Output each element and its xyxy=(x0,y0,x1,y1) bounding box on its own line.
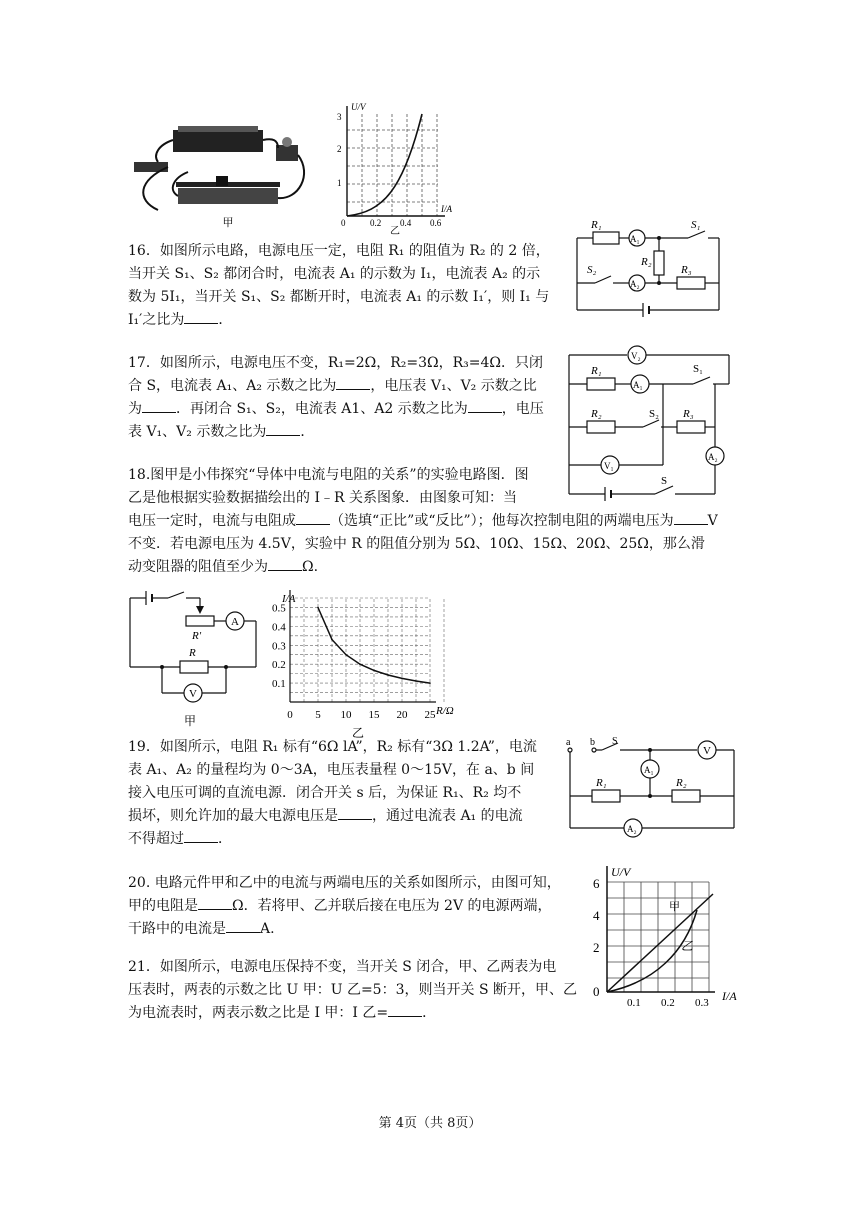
answer-blank[interactable] xyxy=(674,510,708,525)
data-point xyxy=(415,680,417,682)
graph-y-tick: 2 xyxy=(337,144,342,154)
label-a: a xyxy=(566,737,571,748)
label-a1: A₁ xyxy=(644,765,654,775)
label-b: b xyxy=(590,737,595,748)
label-a2: A₂ xyxy=(627,824,637,834)
q21-end: ． xyxy=(422,1005,437,1021)
chart-y-label: I/A xyxy=(282,593,296,605)
answer-blank[interactable] xyxy=(338,805,372,820)
graph-y-label: U/V xyxy=(351,102,366,112)
q18-circuit xyxy=(126,588,261,728)
answer-blank[interactable] xyxy=(336,375,370,390)
answer-blank[interactable] xyxy=(184,309,218,324)
q20-text: 甲的电阻是 xyxy=(128,898,198,914)
answer-blank[interactable] xyxy=(198,895,232,910)
graph-y-tick: 0 xyxy=(593,984,600,999)
q18-text: Ω. xyxy=(302,559,319,575)
graph-y-label: U/V xyxy=(611,865,631,879)
q18-line: 不变．若电源电压为 4.5V，实验中 R 的阻值分别为 5Ω、10Ω、15Ω、20Ω、25Ω，那么滑 xyxy=(128,536,705,552)
data-point xyxy=(345,654,347,656)
chart-grid xyxy=(290,598,444,702)
label-v: V xyxy=(189,688,197,700)
answer-blank[interactable] xyxy=(184,828,218,843)
graph-x-label: I/A xyxy=(441,204,452,214)
data-point xyxy=(317,607,319,609)
q17-text: 合 S，电流表 A₁、A₂ 示数之比为 xyxy=(128,378,337,394)
label-r3: R₃ xyxy=(681,264,692,276)
q20-text: Ω．若将甲、乙并联后接在电压为 2V 的电源两端， xyxy=(232,898,552,914)
x-tick-label: 5 xyxy=(315,709,321,721)
label-jia: 甲 xyxy=(669,901,680,913)
q18-line: 乙是他根据实验数据描绘出的 I﹣R 关系图象．由图象可知：当 xyxy=(128,490,517,506)
q20-line: 20. 电路元件甲和乙中的电流与两端电压的关系如图所示，由图可知， xyxy=(128,875,561,891)
label-a1: A₁ xyxy=(630,234,640,244)
chart-ticks xyxy=(272,602,436,721)
x-tick-label: 25 xyxy=(424,709,436,721)
chart-caption: 乙 xyxy=(352,726,365,740)
data-point xyxy=(401,678,403,680)
answer-blank[interactable] xyxy=(226,918,260,933)
graph-x-tick: 0.2 xyxy=(370,218,382,228)
label-a: A xyxy=(231,616,239,628)
label-r2: R₂ xyxy=(641,256,652,268)
graph-x-tick: 0 xyxy=(341,218,346,228)
q18-text: 电压一定时，电流与电阻成 xyxy=(128,513,296,529)
page-footer: 第 4页（共 8页） xyxy=(378,1116,482,1131)
q21-text: 为电流表时，两表示数之比是 I 甲：I 乙= xyxy=(128,1005,389,1021)
graph-y-tick: 3 xyxy=(337,112,342,122)
q17-text: 为 xyxy=(128,401,142,417)
q16-circuit xyxy=(573,213,723,313)
data-point xyxy=(429,682,431,684)
label-s1: S₁ xyxy=(691,219,701,231)
q17-text: ．再闭合 S₁、S₂，电流表 A1、A2 示数之比为 xyxy=(176,401,468,417)
answer-blank[interactable] xyxy=(142,398,176,413)
graph-caption: 乙 xyxy=(390,226,400,237)
label-a1: A₁ xyxy=(633,380,643,390)
question-17 xyxy=(128,352,568,444)
question-20 xyxy=(128,872,588,941)
label-rp: R′ xyxy=(192,630,202,642)
q19-line: 19．如图所示，电阻 R₁ 标有“6Ω lA”，R₂ 标有“3Ω 1.2A”，电流 xyxy=(128,739,537,755)
i-r-chart xyxy=(268,586,468,741)
graph-y-tick: 1 xyxy=(337,178,342,188)
top-figure xyxy=(128,100,468,235)
apparatus-photo xyxy=(128,100,323,230)
q17-text: ，电压表 V₁、V₂ 示数之比 xyxy=(370,378,537,394)
y-tick-label: 0.3 xyxy=(272,640,286,653)
label-r2: R₂ xyxy=(591,408,602,420)
q21-line: 21．如图所示，电源电压保持不变，当开关 S 闭合，甲、乙两表为电 xyxy=(128,959,557,975)
label-r: R xyxy=(189,647,196,659)
q19-text: 损坏，则允许加的最大电源电压是 xyxy=(128,808,338,824)
q18-line: 18.图甲是小伟探究“导体中电流与电阻的关系”的实验电路图．图 xyxy=(128,467,529,483)
q18-text: 动变阻器的阻值至少为 xyxy=(128,559,268,575)
label-s2: S₂ xyxy=(587,264,597,276)
graph-y-tick: 6 xyxy=(593,876,600,891)
chart-axes xyxy=(290,590,436,702)
label-r1: R₁ xyxy=(591,219,602,231)
q16-line: 数为 5I₁，当开关 S₁、S₂ 都断开时，电流表 A₁ 的示数 I₁′，则 I₁ 与 xyxy=(128,289,550,305)
graph-x-tick: 0.2 xyxy=(661,997,675,1009)
y-tick-label: 0.4 xyxy=(272,621,286,634)
x-tick-label: 20 xyxy=(396,709,408,721)
label-r1: R₁ xyxy=(591,365,602,377)
label-r2: R₂ xyxy=(676,777,687,789)
label-v2: V₂ xyxy=(631,351,641,361)
q16-line: I₁′之比为 xyxy=(128,312,185,328)
question-21 xyxy=(128,956,728,1025)
q19-text: 不得超过 xyxy=(128,831,184,847)
data-point xyxy=(359,663,361,665)
label-a2: A₂ xyxy=(708,452,718,462)
y-tick-label: 0.5 xyxy=(272,602,286,615)
label-yi: 乙 xyxy=(681,939,694,953)
photo-caption: 甲 xyxy=(222,217,234,229)
data-point xyxy=(331,639,333,641)
circuit-caption: 甲 xyxy=(184,714,197,728)
chart-x-label: R/Ω xyxy=(436,705,454,717)
q18-text: V xyxy=(707,513,718,529)
q17-text: ． xyxy=(300,424,315,440)
data-point xyxy=(373,670,375,672)
y-tick-label: 0.2 xyxy=(272,659,286,672)
q17-text: 表 V₁、V₂ 示数之比为 xyxy=(128,424,267,440)
question-16 xyxy=(128,240,568,332)
x-tick-label: 10 xyxy=(340,709,352,721)
q16-line: 16．如图所示电路，电源电压一定，电阻 R₁ 的阻值为 R₂ 的 2 倍， xyxy=(128,243,550,259)
q21-line: 压表时，两表的示数之比 U 甲：U 乙=5：3，则当开关 S 断开，甲、乙 xyxy=(128,982,577,998)
graph-x-tick: 0.6 xyxy=(430,218,442,228)
label-r3: R₃ xyxy=(683,408,694,420)
question-19 xyxy=(128,736,568,851)
q18-text: （选填“正比”或“反比”）；他每次控制电阻的两端电压为 xyxy=(330,513,674,529)
graph-x-tick: 0.4 xyxy=(400,218,412,228)
label-s2: S₂ xyxy=(649,408,659,420)
answer-blank[interactable] xyxy=(468,398,502,413)
label-v: V xyxy=(703,745,711,757)
graph-x-tick: 0.3 xyxy=(695,997,709,1009)
q19-line: 接入电压可调的直流电源．闭合开关 s 后，为保证 R₁、R₂ 均不 xyxy=(128,785,522,801)
label-r1: R₁ xyxy=(596,777,607,789)
q19-line: 表 A₁、A₂ 的量程均为 0～3A，电压表量程 0～15V，在 a、b 间 xyxy=(128,762,535,778)
q17-line: 17．如图所示，电源电压不变，R₁=2Ω，R₂=3Ω，R₃=4Ω．只闭 xyxy=(128,355,544,371)
answer-blank[interactable] xyxy=(388,1002,422,1017)
x-tick-label: 0 xyxy=(287,709,293,721)
graph-x-label: I/A xyxy=(722,989,737,1003)
q16-line: 当开关 S₁、S₂ 都闭合时，电流表 A₁ 的示数为 I₁，电流表 A₂ 的示 xyxy=(128,266,541,282)
u-i-graph xyxy=(333,100,463,235)
q16-end: ． xyxy=(218,312,233,328)
q19-text: ． xyxy=(218,831,232,847)
answer-blank[interactable] xyxy=(266,421,300,436)
label-s: S xyxy=(661,475,668,487)
label-s1: S₁ xyxy=(693,363,703,375)
q19-text: ，通过电流表 A₁ 的电流 xyxy=(372,808,523,824)
q19-circuit xyxy=(562,736,742,836)
q17-text: ，电压 xyxy=(501,401,544,417)
graph-y-tick: 2 xyxy=(593,940,600,955)
y-tick-label: 0.1 xyxy=(272,678,286,691)
graph-y-tick: 4 xyxy=(593,908,600,923)
question-18 xyxy=(128,464,738,579)
q20-text: 干路中的电流是 xyxy=(128,921,226,937)
label-s: S xyxy=(612,736,618,747)
x-tick-label: 15 xyxy=(368,709,380,721)
answer-blank[interactable] xyxy=(268,556,302,571)
data-point xyxy=(387,674,389,676)
graph-x-tick: 0.1 xyxy=(627,997,641,1009)
q20-text: A. xyxy=(260,921,275,937)
answer-blank[interactable] xyxy=(296,510,330,525)
label-v1: V₁ xyxy=(604,461,614,471)
label-a2: A₂ xyxy=(630,279,640,289)
